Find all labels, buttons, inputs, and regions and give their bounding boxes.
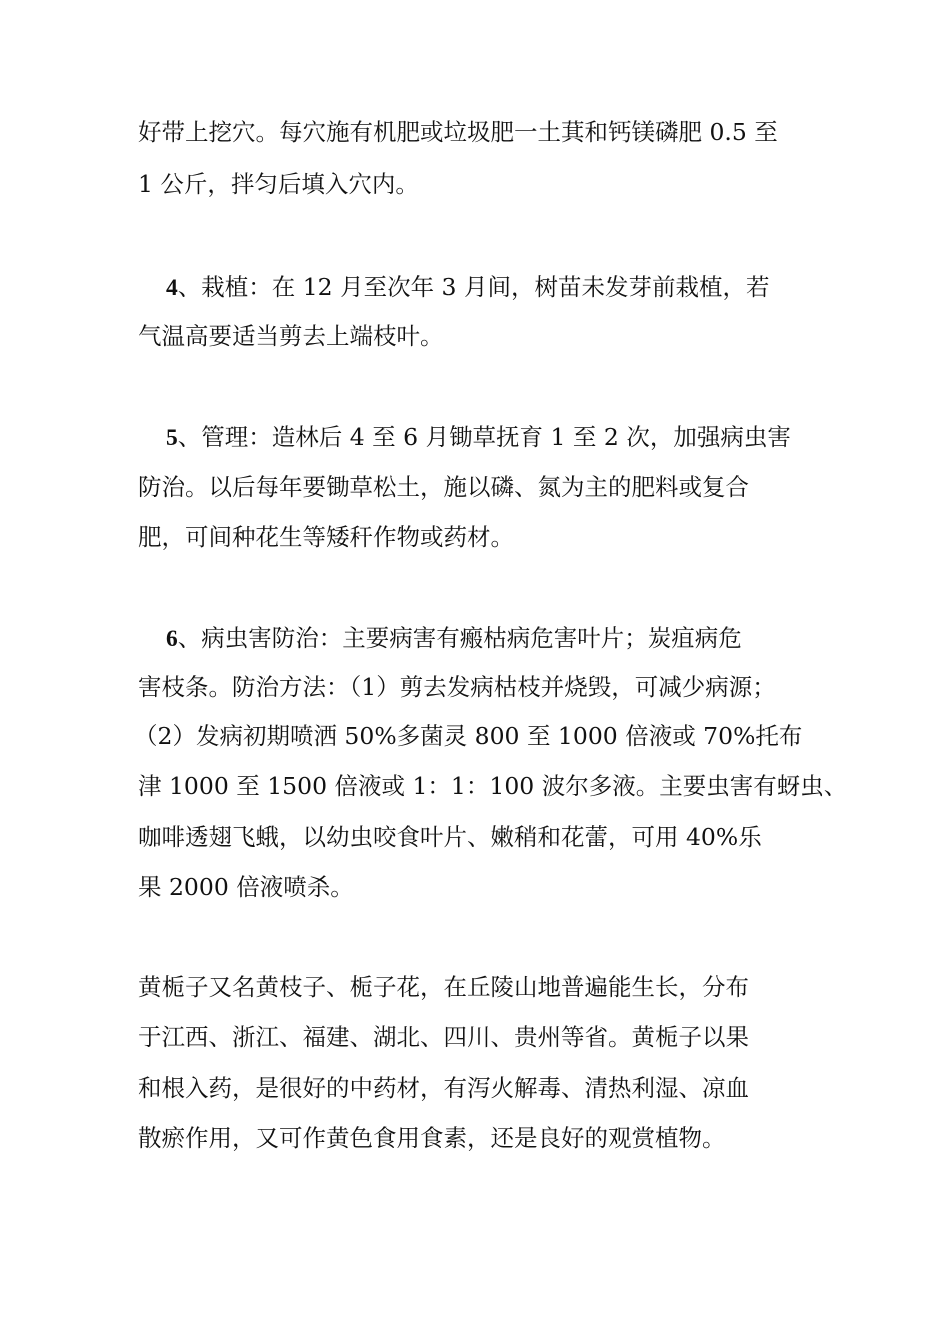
step-number: 5 [166, 425, 178, 451]
text-line: 肥，可间种花生等矮秆作物或药材。 [138, 523, 514, 551]
step-5-heading-line [166, 422, 791, 453]
text-line: 咖啡透翅飞蛾，以幼虫咬食叶片、嫩稍和花蕾，可用 40%乐 [138, 823, 762, 851]
step-number: 4 [166, 275, 178, 301]
text-line: （2）发病初期喷洒 50%多菌灵 800 至 1000 倍液或 70%托布 [134, 722, 803, 750]
text-line: 防治。以后每年要锄草松土，施以磷、氮为主的肥料或复合 [138, 473, 749, 501]
step-4-heading-line [166, 272, 769, 303]
text-line: 黄栀子又名黄枝子、栀子花，在丘陵山地普遍能生长，分布 [138, 973, 749, 1001]
text-line: 气温高要适当剪去上端枝叶。 [138, 322, 444, 350]
text-line: 害枝条。防治方法：（1）剪去发病枯枝并烧毁，可减少病源； [138, 673, 776, 701]
step-text: 、管理：造林后 4 至 6 月锄草抚育 1 至 2 次，加强病虫害 [177, 423, 791, 451]
step-6-heading-line [166, 623, 742, 654]
text-line: 散瘀作用，又可作黄色食用食素，还是良好的观赏植物。 [138, 1124, 726, 1152]
text-line: 和根入药，是很好的中药材，有泻火解毒、清热利湿、凉血 [138, 1074, 749, 1102]
text-line: 果 2000 倍液喷杀。 [138, 873, 354, 901]
step-text: 、病虫害防治：主要病害有瘢枯病危害叶片；炭疽病危 [177, 624, 742, 652]
step-number: 6 [166, 626, 178, 652]
text-line: 津 1000 至 1500 倍液或 1：1：100 波尔多液。主要虫害有蚜虫、 [138, 772, 848, 800]
text-line: 好带上挖穴。每穴施有机肥或垃圾肥一土萁和钙镁磷肥 0.5 至 [138, 118, 778, 146]
text-line: 1 公斤，拌匀后填入穴内。 [138, 170, 419, 198]
text-line: 于江西、浙江、福建、湖北、四川、贵州等省。黄栀子以果 [138, 1023, 749, 1051]
step-text: 、栽植：在 12 月至次年 3 月间，树苗未发芽前栽植，若 [177, 273, 770, 301]
